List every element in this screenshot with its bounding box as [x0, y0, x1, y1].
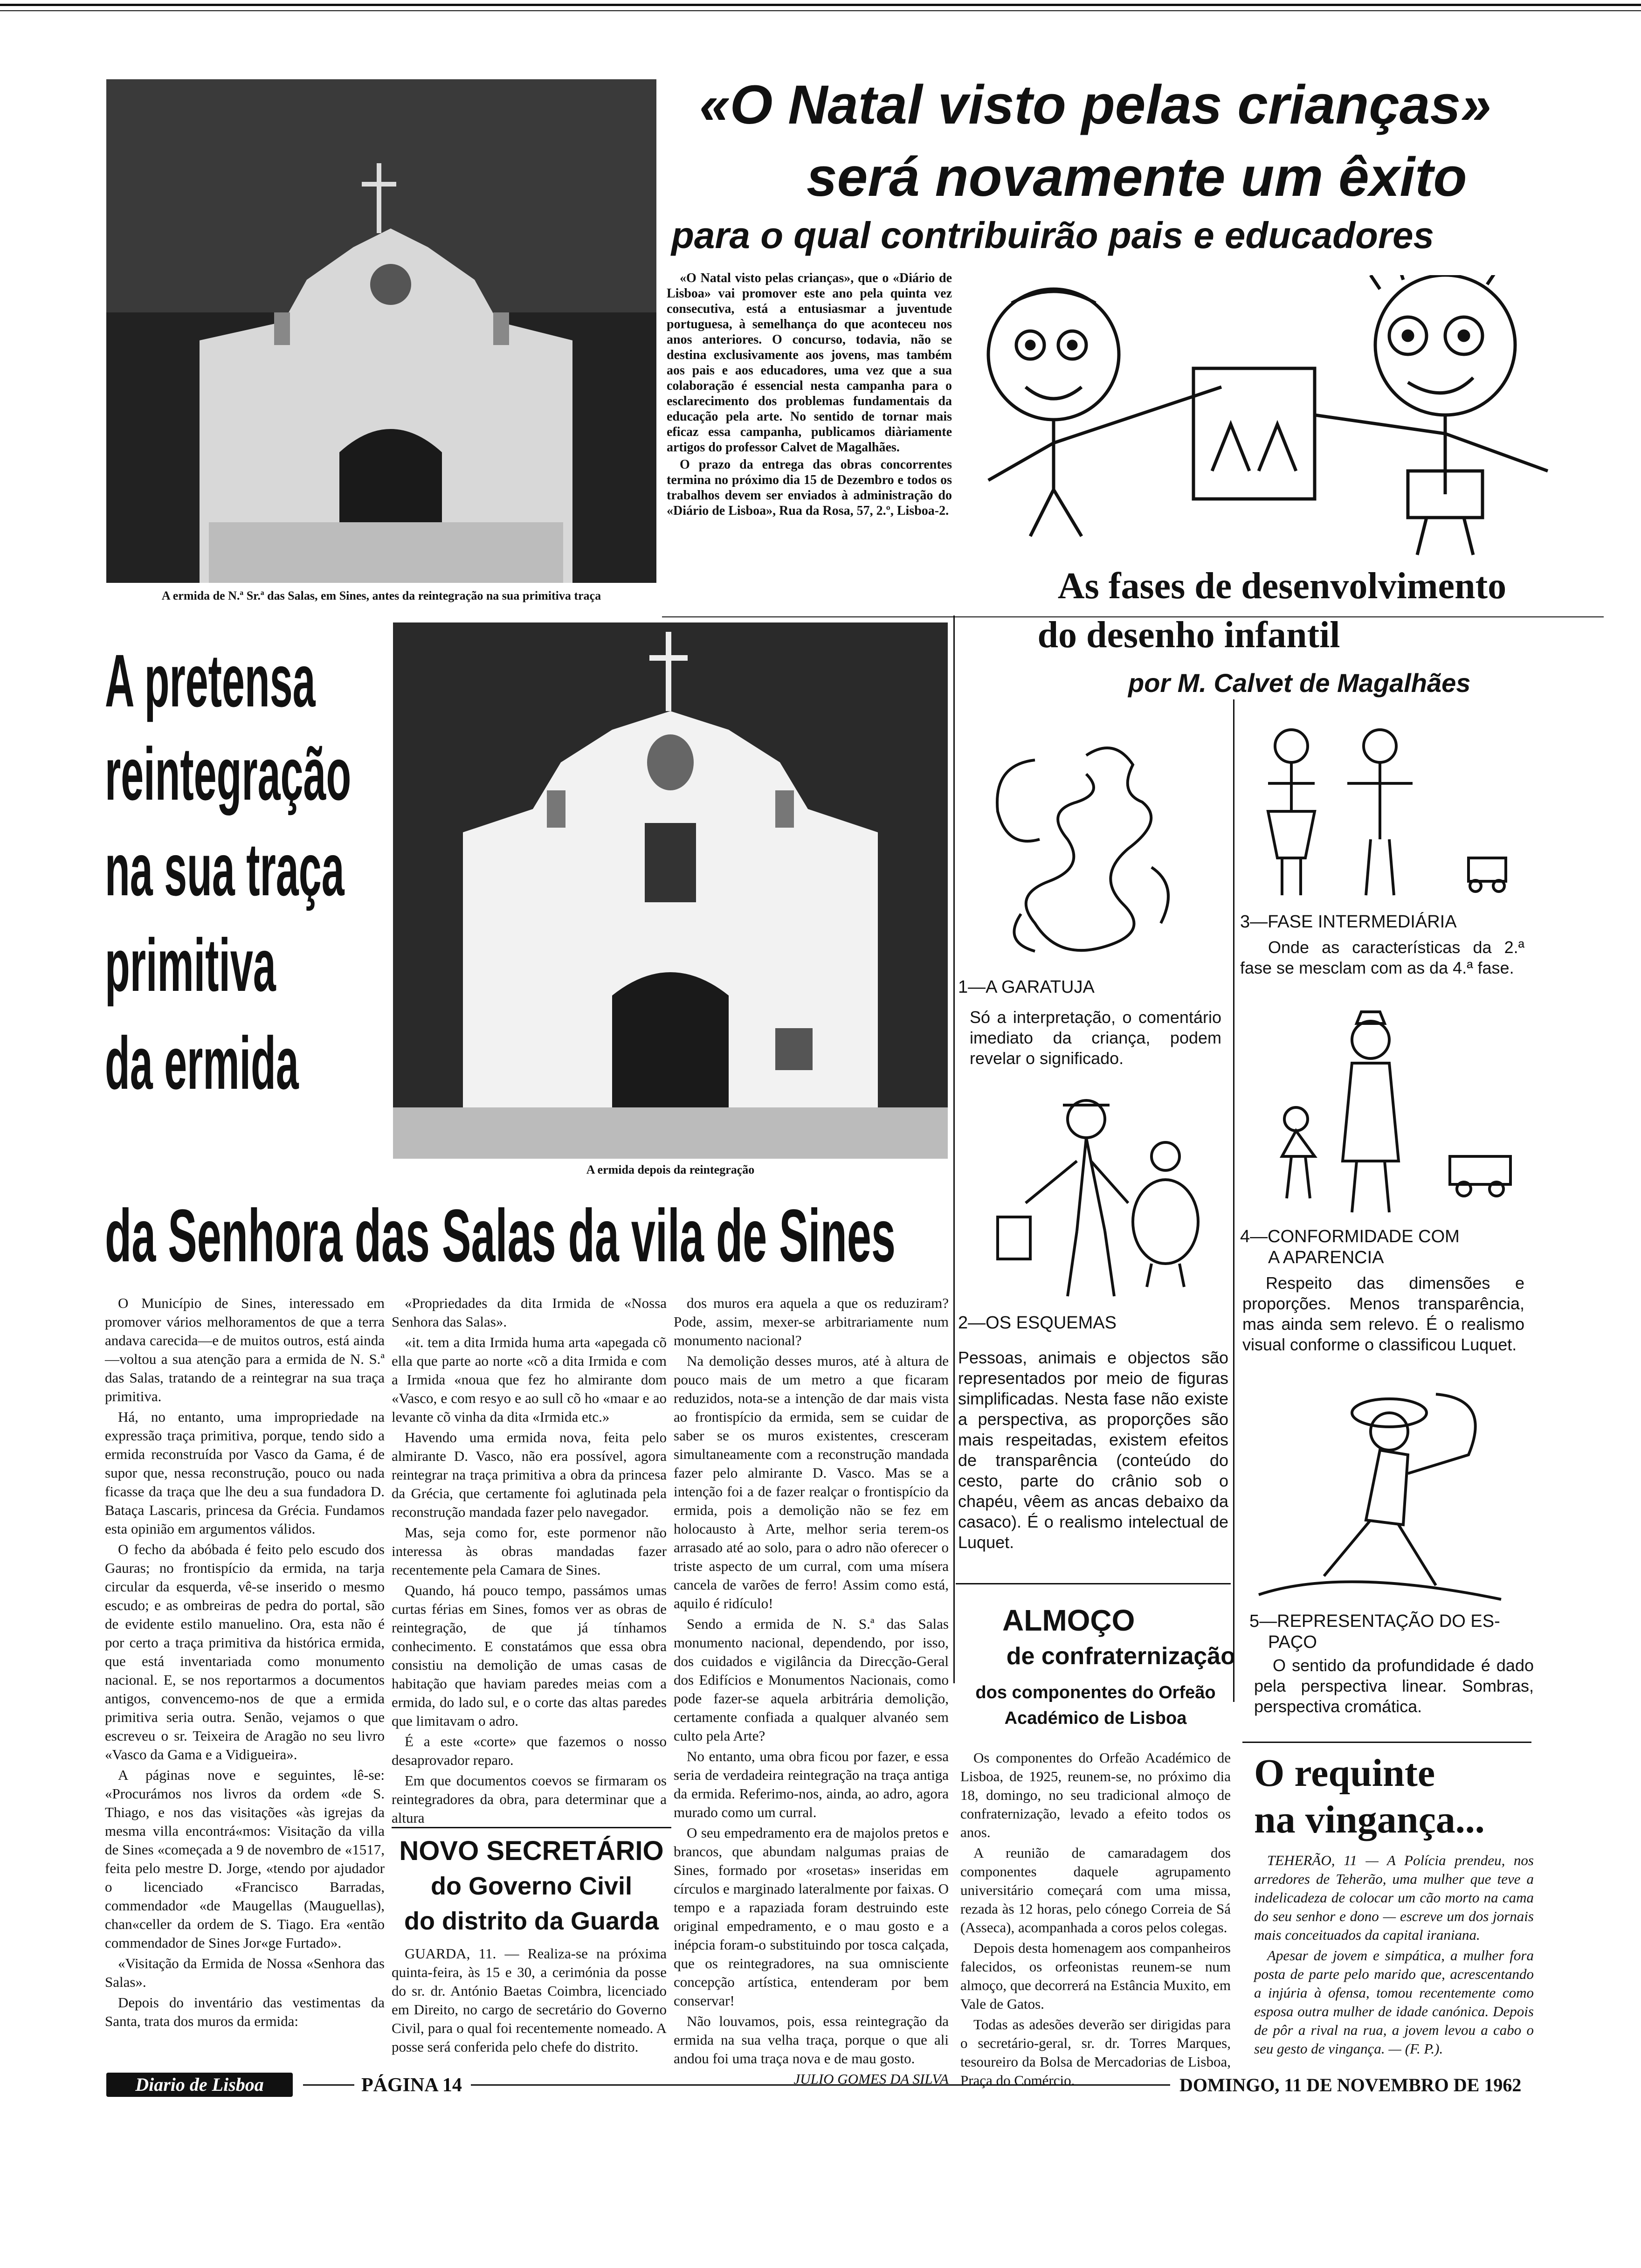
stage5-label-1: 5—REPRESENTAÇÃO DO ES-: [1249, 1611, 1500, 1631]
requinte-title-2: na vingança...: [1254, 1798, 1485, 1841]
paragraph: O seu empedramento era de majolos pretos e brancos, que abundam nalgumas praias de Sines, formado por «rosetas» inseridas em círculos e marginado lateralmente por faixas. O tempo e a rapaziada foram destruindo este original empedramento, e o mau gosto e a inépcia foram-o substituindo por tosca calçada, que os reintegradores, na sua omnisciente concepção artística, entenderam por bem conservar!: [674, 1825, 949, 2009]
requinte-body: [1254, 1851, 1534, 2060]
stage4-label-2: A APARENCIA: [1268, 1248, 1384, 1267]
paragraph: O Município de Sines, interessado em promover vários melhoramentos de que a terra andava carecida—e de muitos outros, está ainda—voltou a sua atenção para a ermida de N. S.ª das Salas, tratando de a reintegrar na sua traça primitiva.: [105, 1295, 385, 1404]
paragraph: «Visitação da Ermida de Nossa «Senhora das Salas».: [105, 1955, 385, 1990]
schema-drawing: [970, 1091, 1221, 1306]
main-story-col3: [674, 1294, 949, 2088]
stage1-text: Só a interpretação, o comentário imediato da criança, podem revelar o significado.: [970, 1008, 1221, 1068]
paragraph: É a este «corte» que fazemos o nosso desaprovador reparo.: [392, 1733, 667, 1768]
main-story-col2: [392, 1294, 667, 1829]
masthead-logo: Diario de Lisboa: [106, 2073, 293, 2097]
stage4-text: Respeito das dimensões e proporções. Menos transparência, mas ainda sem relevo. É o realismo visual conforme o classificou Luquet.: [1242, 1273, 1524, 1354]
stage1-label: 1—A GARATUJA: [958, 977, 1095, 997]
natal-headline-1: «O Natal visto pelas crianças»: [699, 74, 1491, 136]
paragraph: No entanto, uma obra ficou por fazer, e essa seria de verdadeira reintegração na traça antiga da ermida. Referimo-nos, ainda, ao adro, agora murado como um curral.: [674, 1748, 949, 1820]
stage5-text: O sentido da profundidade é dado pela perspectiva linear. Sombras, perspectiva cromática.: [1254, 1656, 1534, 1716]
natal-headline-3: para o qual contribuirão pais e educadores: [671, 214, 1434, 256]
almoco-sub2: dos componentes do Orfeão: [975, 1683, 1216, 1702]
headline-line-1: A pretensa: [105, 639, 316, 722]
paragraph: Quando, há pouco tempo, passámos umas curtas férias em Sines, fomos ver as obras de reintegração, de que já tínhamos conhecimento. E constatámos que essa obra consistiu na demolição de umas casas de habitação que haviam paredes meias com a ermida, do lado sul, e o corte das altas paredes que limitavam o adro.: [392, 1582, 667, 1729]
stage2-label: 2—OS ESQUEMAS: [958, 1313, 1117, 1333]
natal-body: [667, 270, 952, 520]
paragraph: A páginas nove e seguintes, lê-se: «Procurámos nos livros da ordem «de S. Thiago, e nos das visitações «às igrejas da mesma villa encontrá«mos: Visitação da villa de Sines «começada a 9 de novembro de «1517, feita pelo mestre D. Jorge, «tendo por ajudador o licenciado «Francisco Barradas, commendador «de Maugellas (Mauguellas), chan«celler da ordem de S. Tiago. Era «então commendador de Sines Jor«ge Furtado».: [105, 1767, 385, 1951]
desenho-title-1: As fases de desenvolvimento: [1057, 566, 1507, 607]
secretario-subtitle-1: do Governo Civil: [430, 1872, 633, 1900]
stage3-text: Onde as características da 2.ª fase se mesclam com as da 4.ª fase.: [1240, 938, 1524, 977]
column-rule: [953, 615, 955, 1683]
paragraph: Os componentes do Orfeão Académico de Lisboa, de 1925, reunem-se, no próximo dia 18, domingo, no seu tradicional almoço de confraternização, levado a efeito todos os anos.: [960, 1749, 1231, 1840]
secretario-title: NOVO SECRETÁRIO: [399, 1836, 664, 1866]
paragraph: Havendo uma ermida nova, feita pelo almirante D. Vasco, não era possível, agora reintegrar na traça primitiva a obra da princesa da Grécia, que certamente foi aglutinada pela reconstrução mandada fazer pelo navegador.: [392, 1429, 667, 1520]
footer-rule: [303, 2084, 354, 2086]
secretario-subtitle-2: do distrito da Guarda: [404, 1907, 659, 1935]
author-signature: JULIO GOMES DA SILVA: [793, 2071, 949, 2087]
almoco-title: ALMOÇO: [1002, 1604, 1135, 1637]
top-rule-thin: [0, 10, 1641, 11]
main-story-col1: [105, 1294, 385, 2033]
headline-line-2: reintegração: [105, 732, 352, 816]
paragraph: TEHERÃO, 11 — A Polícia prendeu, nos arredores de Teherão, uma mulher que teve a indelicadeza de colocar um cão morto na cama do seu senhor e dono — escreve um dos jornais mais conceituados da capital iraniana.: [1254, 1852, 1534, 1943]
headline-line-3: na sua traça: [105, 828, 345, 911]
appearance-drawing: [1245, 1003, 1524, 1222]
space-drawing: [1249, 1380, 1510, 1604]
paragraph: «Propriedades da dita Irmida de «Nossa Senhora das Salas».: [392, 1295, 667, 1330]
photo1-caption: A ermida de N.ª Sr.ª das Salas, em Sines, antes da reintegração na sua primitiva traça: [161, 589, 601, 602]
almoco-sub3: Académico de Lisboa: [1004, 1708, 1187, 1728]
paragraph: «it. tem a dita Irmida huma arta «apegada cõ ella que parte ao norte «cõ a dita Irmida e com a Irmida «noua que fez ho almirante dom «Vasco, e com resyo e ao sull cõ ho «maar e ao levante cõ vinha da dita «Irmida etc.»: [392, 1334, 667, 1425]
almoco-subtitle: de confraternização: [1006, 1643, 1235, 1670]
page-number: PÁGINA 14: [361, 2074, 462, 2096]
stage2-text: Pessoas, animais e objectos são representados por meio de figuras simplificadas. Nesta fase não existe a perspectiva, as proporções são mais respeitadas, existem efeitos de transparência (conteúdo do cesto, parte do crânio sob o chapéu, vêem as ancas debaixo da casaco). É o realismo intelectual de Luquet.: [958, 1348, 1228, 1552]
paragraph: «O Natal visto pelas crianças», que o «Diário de Lisboa» vai promover este ano pela quinta vez consecutiva, está a entusiasmar a juventude portuguesa, à semelhança do que aconteceu nos anos anteriores. O concurso, todavia, não se destina exclusivamente aos jovens, mas também aos pais e aos educadores, uma vez que a sua colaboração é essencial nesta campanha para o esclarecimento dos problemas fundamentais da educação pela arte. No sentido de tornar mais eficaz essa campanha, publicamos diàriamente artigos do professor Calvet de Magalhães.: [667, 271, 952, 455]
headline-bottom: da Senhora das Salas da vila de Sines: [105, 1194, 896, 1277]
almoco-body: [960, 1749, 1231, 2092]
paragraph: Depois do inventário das vestimentas da Santa, trata dos muros da ermida:: [105, 1994, 385, 2029]
paragraph: Depois desta homenagem aos companheiros falecidos, os orfeonistas reunem-se num almoço, que decorrerá na Estância Muxito, em Vale de Gatos.: [960, 1940, 1231, 2012]
paragraph: Todas as adesões deverão ser dirigidas para o secretário-geral, sr. dr. Torres Marques, tesoureiro da Bolsa de Mercadorias de Lisboa, Praça do Comércio.: [960, 2016, 1231, 2088]
paragraph: Há, no entanto, uma impropriedade na expressão traça primitiva, porque, tendo sido a ermida reconstruída por Vasco da Gama, é de supor que, nessa reconstrução, pouco ou nada ficasse da traça que lhe deu a sua fundadora D. Bataça Lascaris, princesa da Grécia. Fundamos esta opinião em argumentos válidos.: [105, 1409, 385, 1537]
stage3-label: 3—FASE INTERMEDIÁRIA: [1240, 912, 1457, 932]
requinte-title-1: O requinte: [1254, 1751, 1435, 1795]
paragraph: O fecho da abóbada é feito pelo escudo dos Gauras; no frontispício da ermida, na tarja circular da esquerda, vê-se inserido o mesmo escudo; e as ombreiras de pedra do portal, são de evidente estilo manuelino. Ora, esta não é por certo a traça primitiva da histórica ermida, que está inventariada como monumento nacional. E, se nos reportarmos a documentos antigos, convencemo-nos de que a ermida primitiva seria outra. Senão, vejamos o que escreveu o sr. Teixeira de Aragão no seu livro «Vasco da Gama e a Vidigueira».: [105, 1541, 385, 1763]
headline-line-5: da ermida: [105, 1021, 299, 1105]
secretario-body: [392, 1944, 667, 2058]
desenho-byline: por M. Calvet de Magalhães: [1128, 668, 1471, 698]
photo-ermida-after: [393, 622, 948, 1159]
page-date: DOMINGO, 11 DE NOVEMBRO DE 1962: [1179, 2074, 1522, 2095]
photo2-caption: A ermida depois da reintegração: [586, 1163, 755, 1176]
photo-ermida-before: [106, 79, 656, 583]
paragraph: O prazo da entrega das obras concorrentes termina no próximo dia 15 de Dezembro e todos os trabalhos devem ser enviados à administração do «Diário de Lisboa», Rua da Rosa, 57, 2.º, Lisboa-2.: [667, 457, 952, 518]
desenho-title-2: do desenho infantil: [1037, 615, 1340, 656]
paragraph: Mas, seja como for, este pormenor não interessa às obras mandadas fazer recentemente pela Camara de Sines.: [392, 1524, 667, 1578]
paragraph: GUARDA, 11. — Realiza-se na próxima quinta-feira, às 15 e 30, a cerimónia da posse do sr. dr. António Baetas Coimbra, licenciado em Direito, no cargo de secretário do Governo Civil, para o qual foi recentemente nomeado. A posse será conferida pelo chefe do distrito.: [392, 1945, 667, 2055]
footer-rule: [471, 2084, 1170, 2086]
paragraph: Em que documentos coevos se firmaram os reintegradores da obra, para determinar que a altura: [392, 1772, 667, 1826]
natal-headline-2: será novamente um êxito: [807, 146, 1467, 208]
paragraph: Não louvamos, pois, essa reintegração da ermida na sua velha traça, porque o que ali andou foi uma traça nova e de mau gosto.: [674, 2013, 949, 2067]
headline-line-4: primitiva: [105, 923, 276, 1007]
paragraph: Sendo a ermida de N. S.ª das Salas monumento nacional, dependendo, por isso, dos cuidados e vigilância da Direcção-Geral dos Edifícios e Monumentos Nacionais, como pode fazer-se aquela arbitrária demolição, certamente confiada a qualquer alvanéo sem culto pela Arte?: [674, 1616, 949, 1744]
paragraph: Apesar de jovem e simpática, a mulher fora posta de parte pelo marido que, acrescentando a injúria à ofensa, tomou recentemente como esposa outra mulher de idade canónica. Depois de pôr a rival na rua, a jovem levou a cabo o seu gesto de vingança. — (F. P.).: [1254, 1947, 1534, 2057]
column-rule-inner: [1233, 699, 1234, 1702]
stage4-label-1: 4—CONFORMIDADE COM: [1240, 1227, 1460, 1246]
divider: [1242, 1742, 1531, 1743]
paragraph: Na demolição desses muros, até à altura de pouco mais de um metro a que ficaram reduzidos, nota-se a intenção de dar mais vista ao frontispício da ermida, sem se cuidar de saber se os muros existentes, cresceram simultaneamente com a reconstrução mandada fazer pelo almirante D. Vasco. Mas se a intenção foi a de fazer realçar o frontispício da ermida, pois a demolição não se fez em holocausto à Arte, melhor seria terem-os arrasado até ao solo, para o adro não oferecer o triste aspecto de um curral, com uma mísera cancela de varões de ferro! Assim como está, aquilo é ridículo!: [674, 1353, 949, 1611]
top-rule: [0, 4, 1641, 6]
children-drawing-illustration: [960, 275, 1576, 564]
stage5-label-2: PAÇO: [1268, 1632, 1317, 1652]
scribble-drawing: [965, 727, 1226, 970]
divider: [392, 1827, 671, 1828]
paragraph: dos muros era aquela a que os reduziram? Pode, assim, mexer-se arbitrariamente num monumento nacional?: [674, 1295, 949, 1348]
intermediate-drawing: [1240, 718, 1520, 905]
paragraph: A reunião de camaradagem dos componentes daquele agrupamento universitário começará com uma missa, rezada às 12 horas, pelo cónego Correia de Sá (Asseca), acompanhada a coros pelos colegas.: [960, 1845, 1231, 1936]
divider: [956, 1583, 1231, 1584]
